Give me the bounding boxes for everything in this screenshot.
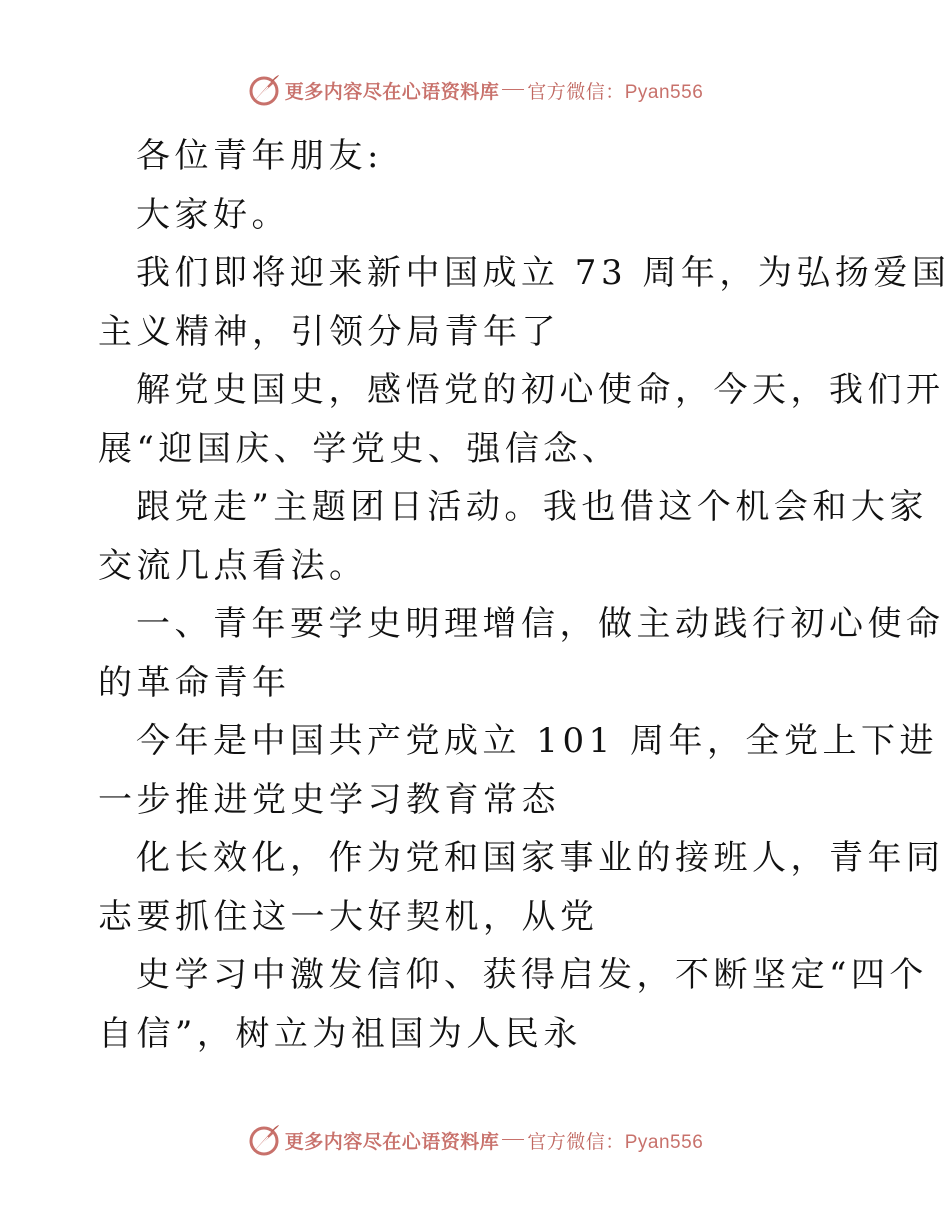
watermark-text [285,1127,704,1154]
text-line: 解党史国史，感悟党的初心使命，今天，我们开 [136,370,945,410]
text-line: 一步推进党史学习教育常态 [98,779,560,820]
footer-watermark [0,1120,950,1160]
quill-pen-logo-icon [247,73,281,107]
text-line: 化长效化，作为党和国家事业的接班人，青年同 [136,838,945,878]
watermark-text [285,77,704,104]
text-line: 史学习中激发信仰、获得启发，不断坚定“四个 [136,955,928,995]
quill-pen-logo-icon [247,1123,281,1157]
text-line: 自信”，树立为祖国为人民永 [98,1013,582,1054]
text-line: 展“迎国庆、学党史、强信念、 [98,428,621,469]
watermark-dash [502,1139,524,1140]
text-line: 我们即将迎来新中国成立 73 周年，为弘扬爱国 [136,253,950,293]
text-line: 志要抓住这一大好契机，从党 [98,896,599,937]
watermark-site-text: 更多内容尽在心语资料库 [284,80,500,103]
watermark-wechat-account: Pyan556 [624,81,704,103]
text-line: 交流几点看法。 [98,545,368,586]
text-line: 的革命青年 [98,662,291,703]
document-body [98,127,950,1063]
text-line: 大家好。 [136,194,290,235]
text-line: 一、青年要学史明理增信，做主动践行初心使命 [136,604,945,644]
header-watermark [0,70,950,110]
text-line: 跟党走”主题团日活动。我也借这个机会和大家 [136,487,928,527]
watermark-dash [502,89,524,90]
text-line: 主义精神，引领分局青年了 [98,311,560,352]
text-line: 各位青年朋友: [136,136,383,176]
watermark-wechat-account: Pyan556 [624,1131,704,1153]
watermark-wechat-label: 官方微信： [527,80,625,103]
watermark-site-text: 更多内容尽在心语资料库 [284,1130,500,1153]
text-line: 今年是中国共产党成立 101 周年，全党上下进 [136,721,939,761]
watermark-wechat-label: 官方微信： [527,1130,625,1153]
